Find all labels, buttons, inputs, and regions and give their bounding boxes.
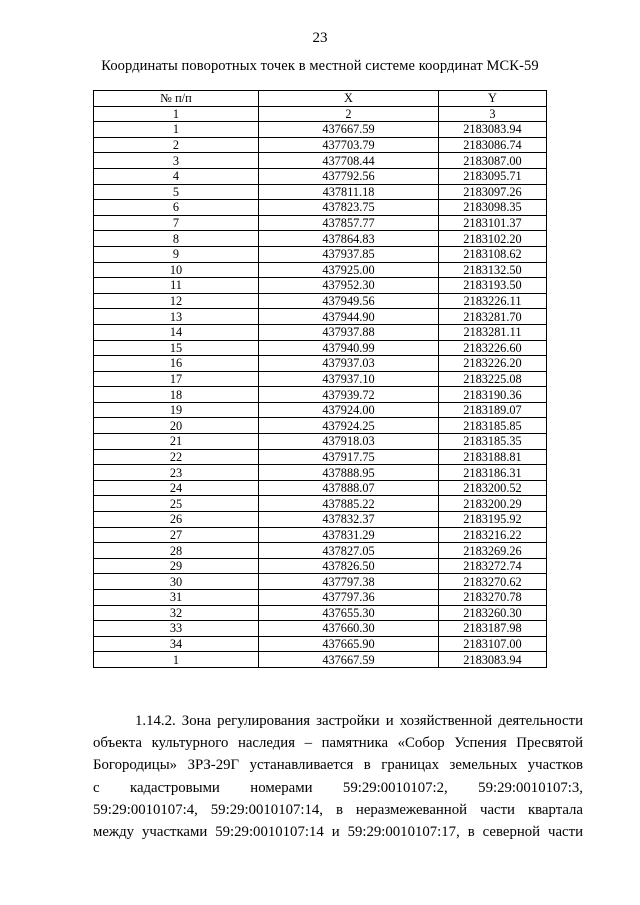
point-number-cell: 18	[94, 387, 259, 403]
paragraph-1-14-2	[93, 710, 583, 843]
y-coordinate-cell: 2183270.62	[439, 574, 547, 590]
point-number-cell: 24	[94, 480, 259, 496]
table-row	[94, 231, 547, 247]
x-coordinate-cell: 437940.99	[259, 340, 439, 356]
column-number-row	[94, 106, 547, 122]
x-coordinate-cell: 437924.25	[259, 418, 439, 434]
y-coordinate-cell: 2183216.22	[439, 527, 547, 543]
x-coordinate-cell: 437937.88	[259, 324, 439, 340]
table-row	[94, 168, 547, 184]
point-number-cell: 31	[94, 590, 259, 606]
table-row	[94, 122, 547, 138]
table-row	[94, 496, 547, 512]
x-coordinate-cell: 437703.79	[259, 137, 439, 153]
y-coordinate-cell: 2183108.62	[439, 246, 547, 262]
point-number-cell: 12	[94, 293, 259, 309]
y-coordinate-cell: 2183095.71	[439, 168, 547, 184]
x-coordinate-cell: 437667.59	[259, 122, 439, 138]
y-coordinate-cell: 2183272.74	[439, 558, 547, 574]
y-coordinate-cell: 2183083.94	[439, 122, 547, 138]
y-coordinate-cell: 2183097.26	[439, 184, 547, 200]
table-row	[94, 356, 547, 372]
x-coordinate-cell: 437857.77	[259, 215, 439, 231]
point-number-cell: 4	[94, 168, 259, 184]
table-row	[94, 153, 547, 169]
point-number-cell: 6	[94, 200, 259, 216]
table-row	[94, 465, 547, 481]
table-row	[94, 574, 547, 590]
x-coordinate-cell: 437939.72	[259, 387, 439, 403]
point-number-cell: 8	[94, 231, 259, 247]
point-number-cell: 9	[94, 246, 259, 262]
table-row	[94, 137, 547, 153]
x-coordinate-cell: 437665.90	[259, 636, 439, 652]
y-coordinate-cell: 2183195.92	[439, 512, 547, 528]
table-row	[94, 262, 547, 278]
table-row	[94, 558, 547, 574]
x-coordinate-cell: 437826.50	[259, 558, 439, 574]
x-coordinate-cell: 437660.30	[259, 621, 439, 637]
point-number-cell: 15	[94, 340, 259, 356]
table-row	[94, 340, 547, 356]
point-number-cell: 16	[94, 356, 259, 372]
x-coordinate-cell: 437949.56	[259, 293, 439, 309]
point-number-cell: 29	[94, 558, 259, 574]
point-number-cell: 22	[94, 449, 259, 465]
point-number-cell: 34	[94, 636, 259, 652]
table-row	[94, 652, 547, 668]
y-coordinate-cell: 2183281.70	[439, 309, 547, 325]
y-coordinate-cell: 2183188.81	[439, 449, 547, 465]
table-row	[94, 293, 547, 309]
table-row	[94, 278, 547, 294]
point-number-cell: 1	[94, 122, 259, 138]
table-row	[94, 309, 547, 325]
y-coordinate-cell: 2183083.94	[439, 652, 547, 668]
y-coordinate-cell: 2183132.50	[439, 262, 547, 278]
column-number-1: 1	[94, 106, 259, 122]
x-coordinate-cell: 437937.10	[259, 371, 439, 387]
y-coordinate-cell: 2183102.20	[439, 231, 547, 247]
point-number-cell: 28	[94, 543, 259, 559]
point-number-cell: 5	[94, 184, 259, 200]
table-header-row	[94, 91, 547, 107]
table-row	[94, 543, 547, 559]
x-coordinate-cell: 437823.75	[259, 200, 439, 216]
page-number: 23	[312, 30, 328, 46]
y-coordinate-cell: 2183226.11	[439, 293, 547, 309]
x-coordinate-cell: 437864.83	[259, 231, 439, 247]
y-coordinate-cell: 2183260.30	[439, 605, 547, 621]
y-coordinate-cell: 2183281.11	[439, 324, 547, 340]
paragraph-line: Богородицы» ЗРЗ-29Г устанавливается в границах земельных участков	[93, 757, 583, 774]
x-coordinate-cell: 437924.00	[259, 402, 439, 418]
table-title: Координаты поворотных точек в местной системе координат МСК-59	[101, 58, 539, 74]
y-coordinate-cell: 2183187.98	[439, 621, 547, 637]
table-row	[94, 402, 547, 418]
point-number-cell: 30	[94, 574, 259, 590]
point-number-cell: 14	[94, 324, 259, 340]
x-coordinate-cell: 437937.03	[259, 356, 439, 372]
point-number-cell: 20	[94, 418, 259, 434]
x-coordinate-cell: 437888.07	[259, 480, 439, 496]
point-number-cell: 26	[94, 512, 259, 528]
y-coordinate-cell: 2183185.35	[439, 434, 547, 450]
point-number-cell: 32	[94, 605, 259, 621]
point-number-cell: 2	[94, 137, 259, 153]
x-coordinate-cell: 437667.59	[259, 652, 439, 668]
point-number-cell: 10	[94, 262, 259, 278]
point-number-cell: 21	[94, 434, 259, 450]
table-body	[94, 122, 547, 668]
table-row	[94, 605, 547, 621]
x-coordinate-cell: 437655.30	[259, 605, 439, 621]
x-coordinate-cell: 437918.03	[259, 434, 439, 450]
y-coordinate-cell: 2183186.31	[439, 465, 547, 481]
y-coordinate-cell: 2183225.08	[439, 371, 547, 387]
y-coordinate-cell: 2183185.85	[439, 418, 547, 434]
point-number-cell: 7	[94, 215, 259, 231]
header-number: № п/п	[94, 91, 259, 107]
table-row	[94, 324, 547, 340]
x-coordinate-cell: 437832.37	[259, 512, 439, 528]
coordinates-table	[93, 90, 547, 668]
y-coordinate-cell: 2183189.07	[439, 402, 547, 418]
y-coordinate-cell: 2183098.35	[439, 200, 547, 216]
x-coordinate-cell: 437888.95	[259, 465, 439, 481]
y-coordinate-cell: 2183086.74	[439, 137, 547, 153]
paragraph-line: 1.14.2. Зона регулирования застройки и хозяйственной деятельности	[135, 713, 583, 729]
column-number-2: 2	[259, 106, 439, 122]
y-coordinate-cell: 2183226.20	[439, 356, 547, 372]
table-row	[94, 449, 547, 465]
point-number-cell: 33	[94, 621, 259, 637]
x-coordinate-cell: 437952.30	[259, 278, 439, 294]
x-coordinate-cell: 437944.90	[259, 309, 439, 325]
table-row	[94, 434, 547, 450]
table-row	[94, 527, 547, 543]
x-coordinate-cell: 437937.85	[259, 246, 439, 262]
x-coordinate-cell: 437708.44	[259, 153, 439, 169]
table-row	[94, 200, 547, 216]
x-coordinate-cell: 437827.05	[259, 543, 439, 559]
table-row	[94, 480, 547, 496]
y-coordinate-cell: 2183190.36	[439, 387, 547, 403]
paragraph-line: объекта культурного наследия – памятника «Собор Успения Пресвятой	[93, 735, 583, 752]
y-coordinate-cell: 2183226.60	[439, 340, 547, 356]
table-row	[94, 246, 547, 262]
point-number-cell: 1	[94, 652, 259, 668]
x-coordinate-cell: 437885.22	[259, 496, 439, 512]
table-row	[94, 184, 547, 200]
x-coordinate-cell: 437831.29	[259, 527, 439, 543]
point-number-cell: 27	[94, 527, 259, 543]
y-coordinate-cell: 2183101.37	[439, 215, 547, 231]
point-number-cell: 17	[94, 371, 259, 387]
point-number-cell: 19	[94, 402, 259, 418]
point-number-cell: 23	[94, 465, 259, 481]
y-coordinate-cell: 2183087.00	[439, 153, 547, 169]
x-coordinate-cell: 437797.38	[259, 574, 439, 590]
y-coordinate-cell: 2183270.78	[439, 590, 547, 606]
column-number-3: 3	[439, 106, 547, 122]
y-coordinate-cell: 2183193.50	[439, 278, 547, 294]
point-number-cell: 13	[94, 309, 259, 325]
y-coordinate-cell: 2183269.26	[439, 543, 547, 559]
x-coordinate-cell: 437792.56	[259, 168, 439, 184]
y-coordinate-cell: 2183107.00	[439, 636, 547, 652]
header-x: X	[259, 91, 439, 107]
table-row	[94, 512, 547, 528]
table-row	[94, 636, 547, 652]
table-row	[94, 590, 547, 606]
table-row	[94, 621, 547, 637]
header-y: Y	[439, 91, 547, 107]
paragraph-line: с кадастровыми номерами 59:29:0010107:2, 59:29:0010107:3,	[93, 779, 583, 796]
paragraph-line: 59:29:0010107:4, 59:29:0010107:14, в неразмежеванной части квартала	[93, 801, 583, 818]
point-number-cell: 11	[94, 278, 259, 294]
point-number-cell: 25	[94, 496, 259, 512]
x-coordinate-cell: 437925.00	[259, 262, 439, 278]
paragraph-line: между участками 59:29:0010107:14 и 59:29:0010107:17, в северной части	[93, 824, 583, 841]
y-coordinate-cell: 2183200.29	[439, 496, 547, 512]
x-coordinate-cell: 437811.18	[259, 184, 439, 200]
table-row	[94, 215, 547, 231]
x-coordinate-cell: 437797.36	[259, 590, 439, 606]
table-row	[94, 371, 547, 387]
y-coordinate-cell: 2183200.52	[439, 480, 547, 496]
table-row	[94, 418, 547, 434]
table-row	[94, 387, 547, 403]
point-number-cell: 3	[94, 153, 259, 169]
x-coordinate-cell: 437917.75	[259, 449, 439, 465]
